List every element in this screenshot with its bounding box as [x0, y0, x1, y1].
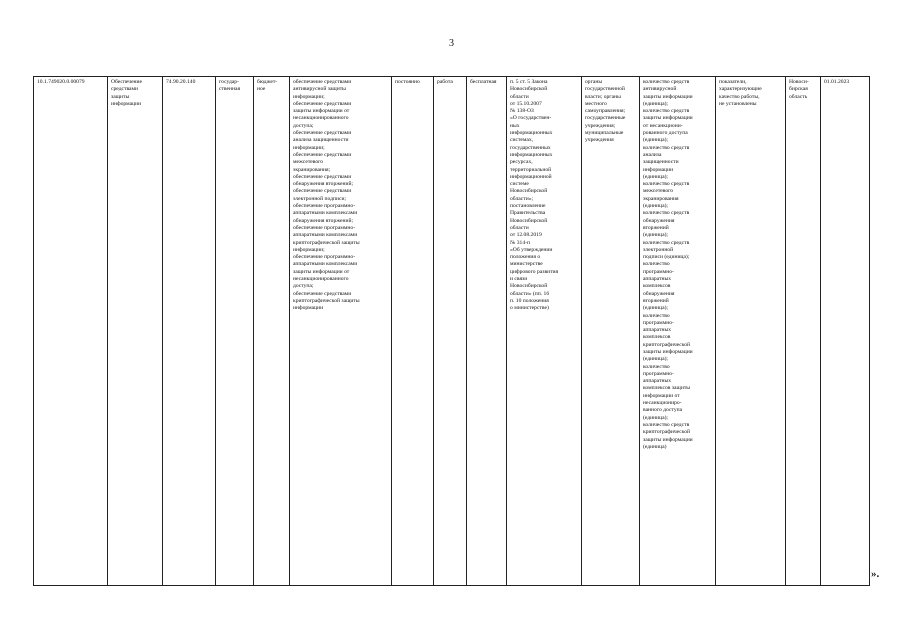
- service-content-cell: обеспечение средствами антивирусной защиты информации; обеспечение средствами защиты информации от несанкционированного доступа; обеспечение средствами анализа защищенности информации; обеспечение средствами межсетевого экранирования; обеспечение средствами обнаружения вторжений; обеспечение средствами электронной подписи; обеспечение программно- аппаратными комплексами обнаружения вторжений; обеспечение программно- аппаратными комплексами криптографической защиты информации; обеспечение программно- аппаратными комплексами защиты информации от несанкционированного доступа; обеспечение средствами криптографической защиты информации: [290, 77, 392, 586]
- service-type-cell: государ- ственная: [216, 77, 254, 586]
- region-cell: Новоси- бирская область: [786, 77, 821, 586]
- services-registry-table: [33, 76, 870, 586]
- institution-type-cell: бюджет- ное: [254, 77, 290, 586]
- service-name-cell: Обеспечение средствами защиты информации: [108, 77, 163, 586]
- date-cell: 01.01.2023: [821, 77, 870, 586]
- volume-indicators-cell: количество средств антивирусной защиты информации (единица); количество средств защиты информации от несанкциони- рованного доступа (единица); количество средств анализа защищенности информации (единица); количество средств межсетевого экранирования (единица); количество средств обнаружения вторжений (единица); количество средств электронной подписи (единица); количество программно- аппаратных комплексов обнаружения вторжений (единица); количество программно- аппаратных комплексов криптографической защиты информации (единица); количество программно- аппаратных комплексов защиты информации от несанкциониро- ванного доступа (единица); количество средств криптографической защиты информации (единица): [640, 77, 716, 586]
- closing-quote-mark: ».: [871, 568, 880, 580]
- consumers-cell: органы государственной власти; органы местного самоуправления; государственные учреждения; муниципальные учреждения: [582, 77, 640, 586]
- service-code-cell: 10.1.749020.0.00079: [34, 77, 108, 586]
- table-row: [34, 77, 870, 586]
- page-number: 3: [449, 38, 454, 49]
- okved-code-cell: 74.90.20.140: [163, 77, 216, 586]
- periodicity-cell: постоянно: [392, 77, 434, 586]
- quality-indicators-cell: показатели, характеризующие качество работы, не установлены: [716, 77, 786, 586]
- kind-cell: работа: [434, 77, 467, 586]
- payment-cell: бесплатная: [467, 77, 507, 586]
- legal-basis-cell: п. 5 ст. 5 Закона Новосибирской области от 15.10.2007 № 138-ОЗ «О государствен- ных информационных системах, государственных информационных ресурсах, территориальной информационной системе Новосибирской области»; постановление Правительства Новосибирской области от 12.08.2019 № 314-п «Об утверждении положения о министерстве цифрового развития и связи Новосибирской области» (пп. 16 п. 10 положения о министерстве): [507, 77, 582, 586]
